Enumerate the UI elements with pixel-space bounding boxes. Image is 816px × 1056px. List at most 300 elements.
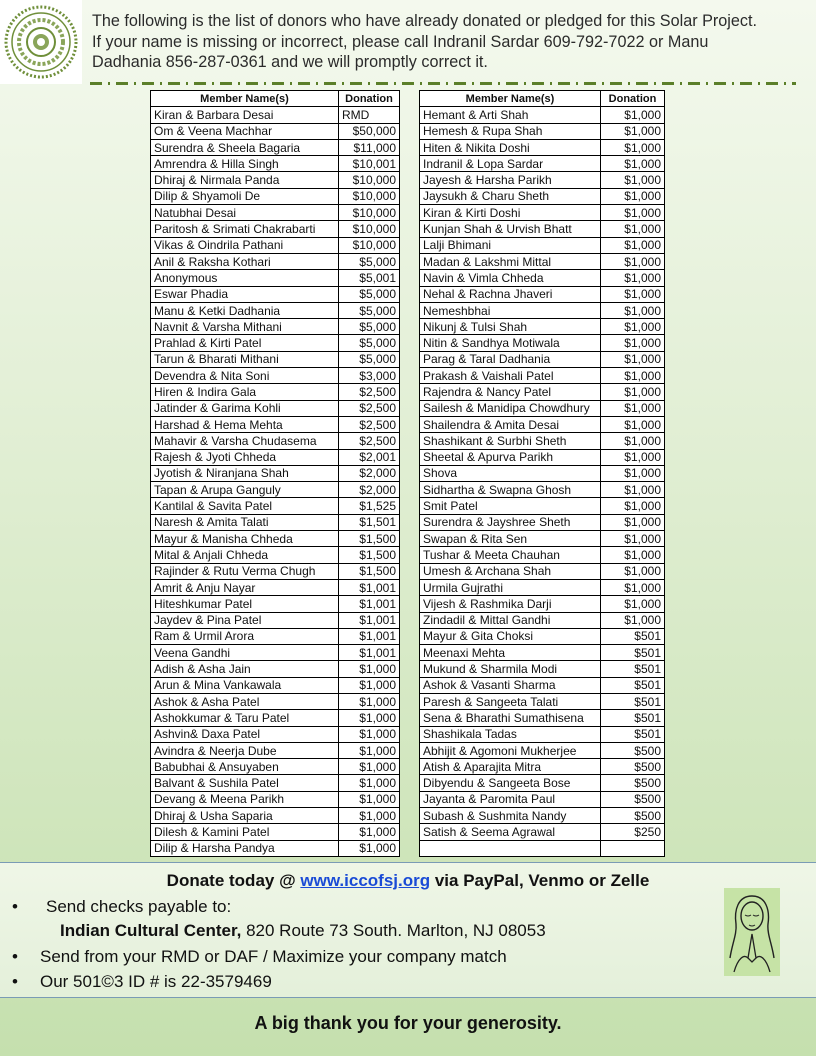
donor-name: Ashvin& Daxa Patel	[151, 726, 339, 742]
donor-name: Kiran & Barbara Desai	[151, 107, 339, 123]
donor-name: Babubhai & Ansuyaben	[151, 759, 339, 775]
donor-name: Hemesh & Rupa Shah	[420, 123, 601, 139]
table-row	[151, 547, 400, 563]
table-row	[151, 368, 400, 384]
donation-amount: $1,000	[601, 139, 665, 155]
donation-amount: $1,000	[601, 172, 665, 188]
donation-amount: $1,000	[339, 726, 400, 742]
donor-name: Eswar Phadia	[151, 286, 339, 302]
donor-name: Kunjan Shah & Urvish Bhatt	[420, 221, 601, 237]
table-row	[151, 628, 400, 644]
table-row	[420, 547, 665, 563]
donate-prefix: Donate today @	[166, 871, 301, 890]
table-row	[420, 433, 665, 449]
donor-name: Balvant & Sushila Patel	[151, 775, 339, 791]
donation-amount: $501	[601, 677, 665, 693]
donor-name	[420, 840, 601, 856]
table-row	[420, 351, 665, 367]
table-row	[420, 384, 665, 400]
donation-amount: $1,000	[339, 693, 400, 709]
donation-amount: $501	[601, 661, 665, 677]
donor-name: Amrendra & Hilla Singh	[151, 156, 339, 172]
donation-amount: $1,000	[601, 335, 665, 351]
donor-name: Nemeshbhai	[420, 302, 601, 318]
donor-name: Mital & Anjali Chheda	[151, 547, 339, 563]
table-row	[420, 368, 665, 384]
table-row	[151, 824, 400, 840]
bullet-rmd-text: Send from your RMD or DAF / Maximize your company match	[40, 947, 507, 966]
donation-amount: $1,000	[601, 416, 665, 432]
donation-amount: $1,000	[601, 351, 665, 367]
donor-name: Navnit & Varsha Mithani	[151, 319, 339, 335]
donation-amount: $1,000	[601, 384, 665, 400]
table-row	[420, 808, 665, 824]
donation-header: Donation	[339, 91, 400, 107]
donor-name: Devendra & Nita Soni	[151, 368, 339, 384]
table-row	[151, 302, 400, 318]
donor-name: Hiteshkumar Patel	[151, 596, 339, 612]
donor-name: Vikas & Oindrila Pathani	[151, 237, 339, 253]
table-row	[151, 449, 400, 465]
member-name-header: Member Name(s)	[151, 91, 339, 107]
donation-amount: $10,000	[339, 221, 400, 237]
donor-table-right	[419, 90, 665, 857]
donation-amount: $11,000	[339, 139, 400, 155]
donation-amount: $500	[601, 808, 665, 824]
donor-name: Madan & Lakshmi Mittal	[420, 253, 601, 269]
donor-name: Satish & Seema Agrawal	[420, 824, 601, 840]
intro-line-3: Dadhania 856-287-0361 and we will promptly correct it.	[92, 53, 488, 71]
donor-name: Vijesh & Rashmika Darji	[420, 596, 601, 612]
donation-amount: $1,000	[601, 368, 665, 384]
donor-name: Rajinder & Rutu Verma Chugh	[151, 563, 339, 579]
donate-suffix: via PayPal, Venmo or Zelle	[430, 871, 650, 890]
table-row	[151, 482, 400, 498]
table-row	[420, 612, 665, 628]
dashed-divider	[90, 82, 796, 85]
donor-name: Anil & Raksha Kothari	[151, 253, 339, 269]
donation-amount: $1,000	[339, 759, 400, 775]
donor-name: Shova	[420, 465, 601, 481]
donation-amount: $1,000	[601, 270, 665, 286]
donor-name: Sena & Bharathi Sumathisena	[420, 710, 601, 726]
table-row	[151, 693, 400, 709]
donation-amount: $5,000	[339, 319, 400, 335]
table-row	[420, 514, 665, 530]
donor-name: Jayesh & Harsha Parikh	[420, 172, 601, 188]
table-row	[151, 253, 400, 269]
donation-amount: $2,000	[339, 482, 400, 498]
donation-amount: $1,000	[601, 579, 665, 595]
table-row	[151, 270, 400, 286]
table-row	[151, 710, 400, 726]
donation-amount: $1,000	[601, 319, 665, 335]
donation-amount: $1,000	[601, 205, 665, 221]
donor-name: Jaydev & Pina Patel	[151, 612, 339, 628]
donor-name: Lalji Bhimani	[420, 237, 601, 253]
table-row	[420, 824, 665, 840]
donation-amount: $1,000	[601, 531, 665, 547]
donor-name: Nitin & Sandhya Motiwala	[420, 335, 601, 351]
mandala-logo-icon	[3, 4, 79, 80]
donation-amount: $5,000	[339, 302, 400, 318]
donor-name: Manu & Ketki Dadhania	[151, 302, 339, 318]
donation-amount: $2,000	[339, 465, 400, 481]
organization-logo	[0, 0, 82, 84]
donor-name: Dhiraj & Nirmala Panda	[151, 172, 339, 188]
donor-name: Shashikant & Surbhi Sheth	[420, 433, 601, 449]
table-row	[420, 221, 665, 237]
donor-name: Anonymous	[151, 270, 339, 286]
table-row	[151, 465, 400, 481]
org-address: 820 Route 73 South. Marlton, NJ 08053	[241, 921, 546, 940]
table-row	[420, 645, 665, 661]
donor-name: Surendra & Sheela Bagaria	[151, 139, 339, 155]
table-row	[420, 237, 665, 253]
donation-amount: $10,000	[339, 205, 400, 221]
donor-name: Harshad & Hema Mehta	[151, 416, 339, 432]
donor-name: Indranil & Lopa Sardar	[420, 156, 601, 172]
table-row	[420, 139, 665, 155]
table-row	[151, 742, 400, 758]
donation-amount: $1,001	[339, 596, 400, 612]
donation-amount: $1,000	[339, 791, 400, 807]
donor-name: Amrit & Anju Nayar	[151, 579, 339, 595]
donation-amount: $2,500	[339, 400, 400, 416]
donation-amount: $1,000	[601, 156, 665, 172]
donation-amount: $1,000	[601, 433, 665, 449]
bullet-tax-id	[12, 972, 272, 992]
donor-name: Subash & Sushmita Nandy	[420, 808, 601, 824]
donor-name: Umesh & Archana Shah	[420, 563, 601, 579]
mailing-address	[60, 921, 546, 941]
table-row	[420, 596, 665, 612]
bullet-icon: •	[12, 947, 18, 966]
table-row	[420, 286, 665, 302]
table-row	[151, 775, 400, 791]
table-row	[151, 237, 400, 253]
donor-name: Arun & Mina Vankawala	[151, 677, 339, 693]
donation-amount: $1,000	[601, 596, 665, 612]
table-row	[420, 759, 665, 775]
donation-amount: $1,000	[601, 237, 665, 253]
donation-amount: $5,000	[339, 253, 400, 269]
donation-amount: $501	[601, 726, 665, 742]
table-row	[420, 579, 665, 595]
donation-amount: $500	[601, 759, 665, 775]
table-row	[420, 661, 665, 677]
donation-amount: $5,001	[339, 270, 400, 286]
donor-name: Nehal & Rachna Jhaveri	[420, 286, 601, 302]
table-row	[151, 498, 400, 514]
donation-amount: $1,000	[339, 661, 400, 677]
donor-name: Veena Gandhi	[151, 645, 339, 661]
donor-name: Nikunj & Tulsi Shah	[420, 319, 601, 335]
table-row	[151, 123, 400, 139]
donation-amount: $1,001	[339, 645, 400, 661]
donation-amount: $10,000	[339, 188, 400, 204]
table-row	[420, 742, 665, 758]
donor-name: Dibyendu & Sangeeta Bose	[420, 775, 601, 791]
donation-amount: $1,525	[339, 498, 400, 514]
donation-amount: $3,000	[339, 368, 400, 384]
table-row	[151, 188, 400, 204]
donation-amount: $5,000	[339, 335, 400, 351]
donor-name: Swapan & Rita Sen	[420, 531, 601, 547]
donation-amount: $1,000	[601, 188, 665, 204]
table-row	[420, 123, 665, 139]
bullet-icon: •	[12, 972, 18, 991]
donation-amount: $1,000	[601, 302, 665, 318]
intro-line-2: If your name is missing or incorrect, please call Indranil Sardar 609-792-7022 or Manu	[92, 32, 709, 51]
table-row	[420, 156, 665, 172]
table-row	[151, 172, 400, 188]
donor-name: Avindra & Neerja Dube	[151, 742, 339, 758]
donor-name: Dhiraj & Usha Saparia	[151, 808, 339, 824]
bullet-rmd	[12, 947, 507, 967]
table-row	[420, 449, 665, 465]
donor-name: Smit Patel	[420, 498, 601, 514]
table-row	[151, 661, 400, 677]
donor-name: Prahlad & Kirti Patel	[151, 335, 339, 351]
table-row	[420, 710, 665, 726]
donation-amount: $501	[601, 710, 665, 726]
thank-you-message: A big thank you for your generosity.	[254, 1013, 562, 1033]
donor-name: Ashok & Vasanti Sharma	[420, 677, 601, 693]
donation-amount: $500	[601, 775, 665, 791]
table-row	[151, 563, 400, 579]
donation-amount: $1,500	[339, 531, 400, 547]
namaste-illustration	[724, 888, 780, 976]
table-header-row	[151, 91, 400, 107]
donor-name: Devang & Meena Parikh	[151, 791, 339, 807]
table-row	[151, 645, 400, 661]
namaste-figure-icon	[724, 888, 780, 976]
donation-amount: $1,000	[601, 514, 665, 530]
donation-amount: $1,001	[339, 579, 400, 595]
donation-amount: $1,000	[339, 840, 400, 856]
table-row	[420, 270, 665, 286]
donor-name: Dilesh & Kamini Patel	[151, 824, 339, 840]
donation-amount: $1,000	[601, 547, 665, 563]
table-row	[151, 286, 400, 302]
donor-name: Hiren & Indira Gala	[151, 384, 339, 400]
donation-amount: $1,501	[339, 514, 400, 530]
donor-name: Tapan & Arupa Ganguly	[151, 482, 339, 498]
bullet-checks-text: Send checks payable to:	[46, 897, 232, 916]
donor-name: Sailesh & Manidipa Chowdhury	[420, 400, 601, 416]
donation-amount: $1,000	[339, 824, 400, 840]
donor-name: Surendra & Jayshree Sheth	[420, 514, 601, 530]
donation-info-box	[0, 862, 816, 998]
donation-amount: $2,001	[339, 449, 400, 465]
table-row	[151, 579, 400, 595]
table-row	[420, 205, 665, 221]
donation-amount: $1,000	[601, 107, 665, 123]
table-row	[151, 840, 400, 856]
table-row	[420, 693, 665, 709]
donation-amount: $500	[601, 742, 665, 758]
donor-name: Naresh & Amita Talati	[151, 514, 339, 530]
table-row	[151, 400, 400, 416]
donation-amount: $501	[601, 628, 665, 644]
donor-name: Shailendra & Amita Desai	[420, 416, 601, 432]
table-row	[420, 563, 665, 579]
donation-amount: $1,000	[601, 612, 665, 628]
table-row	[151, 514, 400, 530]
table-header-row	[420, 91, 665, 107]
donation-amount: $2,500	[339, 384, 400, 400]
donor-name: Atish & Aparajita Mitra	[420, 759, 601, 775]
donor-name: Paritosh & Srimati Chakrabarti	[151, 221, 339, 237]
donor-name: Mahavir & Varsha Chudasema	[151, 433, 339, 449]
donation-amount: $1,000	[601, 400, 665, 416]
donation-amount: $1,000	[339, 677, 400, 693]
donation-amount	[601, 840, 665, 856]
donation-amount: RMD	[339, 107, 400, 123]
table-row	[420, 400, 665, 416]
bullet-icon: •	[12, 897, 18, 916]
donor-name: Zindadil & Mittal Gandhi	[420, 612, 601, 628]
table-row	[420, 188, 665, 204]
intro-line-1: The following is the list of donors who have already donated or pledged for this Solar Project.	[92, 12, 757, 30]
table-row	[151, 384, 400, 400]
table-row	[151, 596, 400, 612]
donor-name: Sidhartha & Swapna Ghosh	[420, 482, 601, 498]
table-row	[420, 498, 665, 514]
donation-amount: $5,000	[339, 286, 400, 302]
table-row	[420, 416, 665, 432]
table-row	[420, 726, 665, 742]
donation-amount: $500	[601, 791, 665, 807]
donation-amount: $2,500	[339, 416, 400, 432]
donation-amount: $10,000	[339, 237, 400, 253]
table-row	[420, 253, 665, 269]
table-row	[151, 808, 400, 824]
table-row	[420, 172, 665, 188]
org-name: Indian Cultural Center,	[60, 921, 242, 940]
donation-amount: $10,000	[339, 172, 400, 188]
donation-amount: $250	[601, 824, 665, 840]
donation-amount: $1,000	[339, 808, 400, 824]
table-row	[420, 482, 665, 498]
donor-name: Rajendra & Nancy Patel	[420, 384, 601, 400]
donation-amount: $1,000	[601, 221, 665, 237]
donation-amount: $1,000	[601, 482, 665, 498]
table-row	[151, 726, 400, 742]
donor-name: Rajesh & Jyoti Chheda	[151, 449, 339, 465]
donation-amount: $1,000	[339, 775, 400, 791]
donor-name: Tushar & Meeta Chauhan	[420, 547, 601, 563]
donate-line	[0, 871, 816, 891]
table-row	[151, 205, 400, 221]
table-row	[151, 759, 400, 775]
donation-amount: $1,000	[601, 123, 665, 139]
table-row	[420, 319, 665, 335]
table-row	[151, 221, 400, 237]
donor-name: Hiten & Nikita Doshi	[420, 139, 601, 155]
donation-amount: $1,500	[339, 563, 400, 579]
bullet-checks	[12, 897, 231, 917]
table-row	[420, 335, 665, 351]
donation-amount: $1,000	[601, 286, 665, 302]
donor-name: Natubhai Desai	[151, 205, 339, 221]
table-row	[420, 775, 665, 791]
table-row	[151, 139, 400, 155]
donation-amount: $1,001	[339, 612, 400, 628]
donation-amount: $5,000	[339, 351, 400, 367]
intro-text	[92, 11, 812, 73]
table-row	[420, 677, 665, 693]
donor-name: Dilip & Harsha Pandya	[151, 840, 339, 856]
donor-name: Abhijit & Agomoni Mukherjee	[420, 742, 601, 758]
donation-amount: $1,000	[601, 498, 665, 514]
table-row	[151, 677, 400, 693]
table-row	[151, 612, 400, 628]
donor-name: Sheetal & Apurva Parikh	[420, 449, 601, 465]
donor-name: Mayur & Manisha Chheda	[151, 531, 339, 547]
table-row	[420, 628, 665, 644]
table-row	[420, 840, 665, 856]
donor-name: Jyotish & Niranjana Shah	[151, 465, 339, 481]
donation-amount: $2,500	[339, 433, 400, 449]
table-row	[151, 156, 400, 172]
donation-amount: $1,500	[339, 547, 400, 563]
donor-name: Tarun & Bharati Mithani	[151, 351, 339, 367]
donor-name: Jayanta & Paromita Paul	[420, 791, 601, 807]
website-link[interactable]: www.iccofsj.org	[300, 871, 431, 890]
donor-name: Ashokkumar & Taru Patel	[151, 710, 339, 726]
bullet-tax-id-text: Our 501©3 ID # is 22-3579469	[40, 972, 272, 991]
donation-amount: $50,000	[339, 123, 400, 139]
donor-name: Jaysukh & Charu Sheth	[420, 188, 601, 204]
donation-amount: $1,000	[339, 710, 400, 726]
table-row	[151, 433, 400, 449]
donation-amount: $1,000	[601, 449, 665, 465]
table-row	[420, 465, 665, 481]
member-name-header: Member Name(s)	[420, 91, 601, 107]
donation-amount: $501	[601, 693, 665, 709]
table-row	[151, 107, 400, 123]
donor-name: Kantilal & Savita Patel	[151, 498, 339, 514]
table-row	[151, 335, 400, 351]
donation-amount: $1,000	[601, 563, 665, 579]
donor-name: Adish & Asha Jain	[151, 661, 339, 677]
table-row	[151, 531, 400, 547]
donation-amount: $10,001	[339, 156, 400, 172]
table-row	[151, 416, 400, 432]
donor-name: Om & Veena Machhar	[151, 123, 339, 139]
table-row	[420, 302, 665, 318]
donor-name: Shashikala Tadas	[420, 726, 601, 742]
donation-amount: $1,001	[339, 628, 400, 644]
donor-name: Parag & Taral Dadhania	[420, 351, 601, 367]
donor-name: Kiran & Kirti Doshi	[420, 205, 601, 221]
donor-name: Hemant & Arti Shah	[420, 107, 601, 123]
donor-table-left	[150, 90, 400, 857]
donor-name: Ram & Urmil Arora	[151, 628, 339, 644]
donation-amount: $501	[601, 645, 665, 661]
donor-name: Paresh & Sangeeta Talati	[420, 693, 601, 709]
table-row	[151, 351, 400, 367]
table-row	[420, 107, 665, 123]
donor-name: Mukund & Sharmila Modi	[420, 661, 601, 677]
table-row	[151, 319, 400, 335]
donor-name: Navin & Vimla Chheda	[420, 270, 601, 286]
donor-name: Jatinder & Garima Kohli	[151, 400, 339, 416]
donor-name: Dilip & Shyamoli De	[151, 188, 339, 204]
table-row	[151, 791, 400, 807]
